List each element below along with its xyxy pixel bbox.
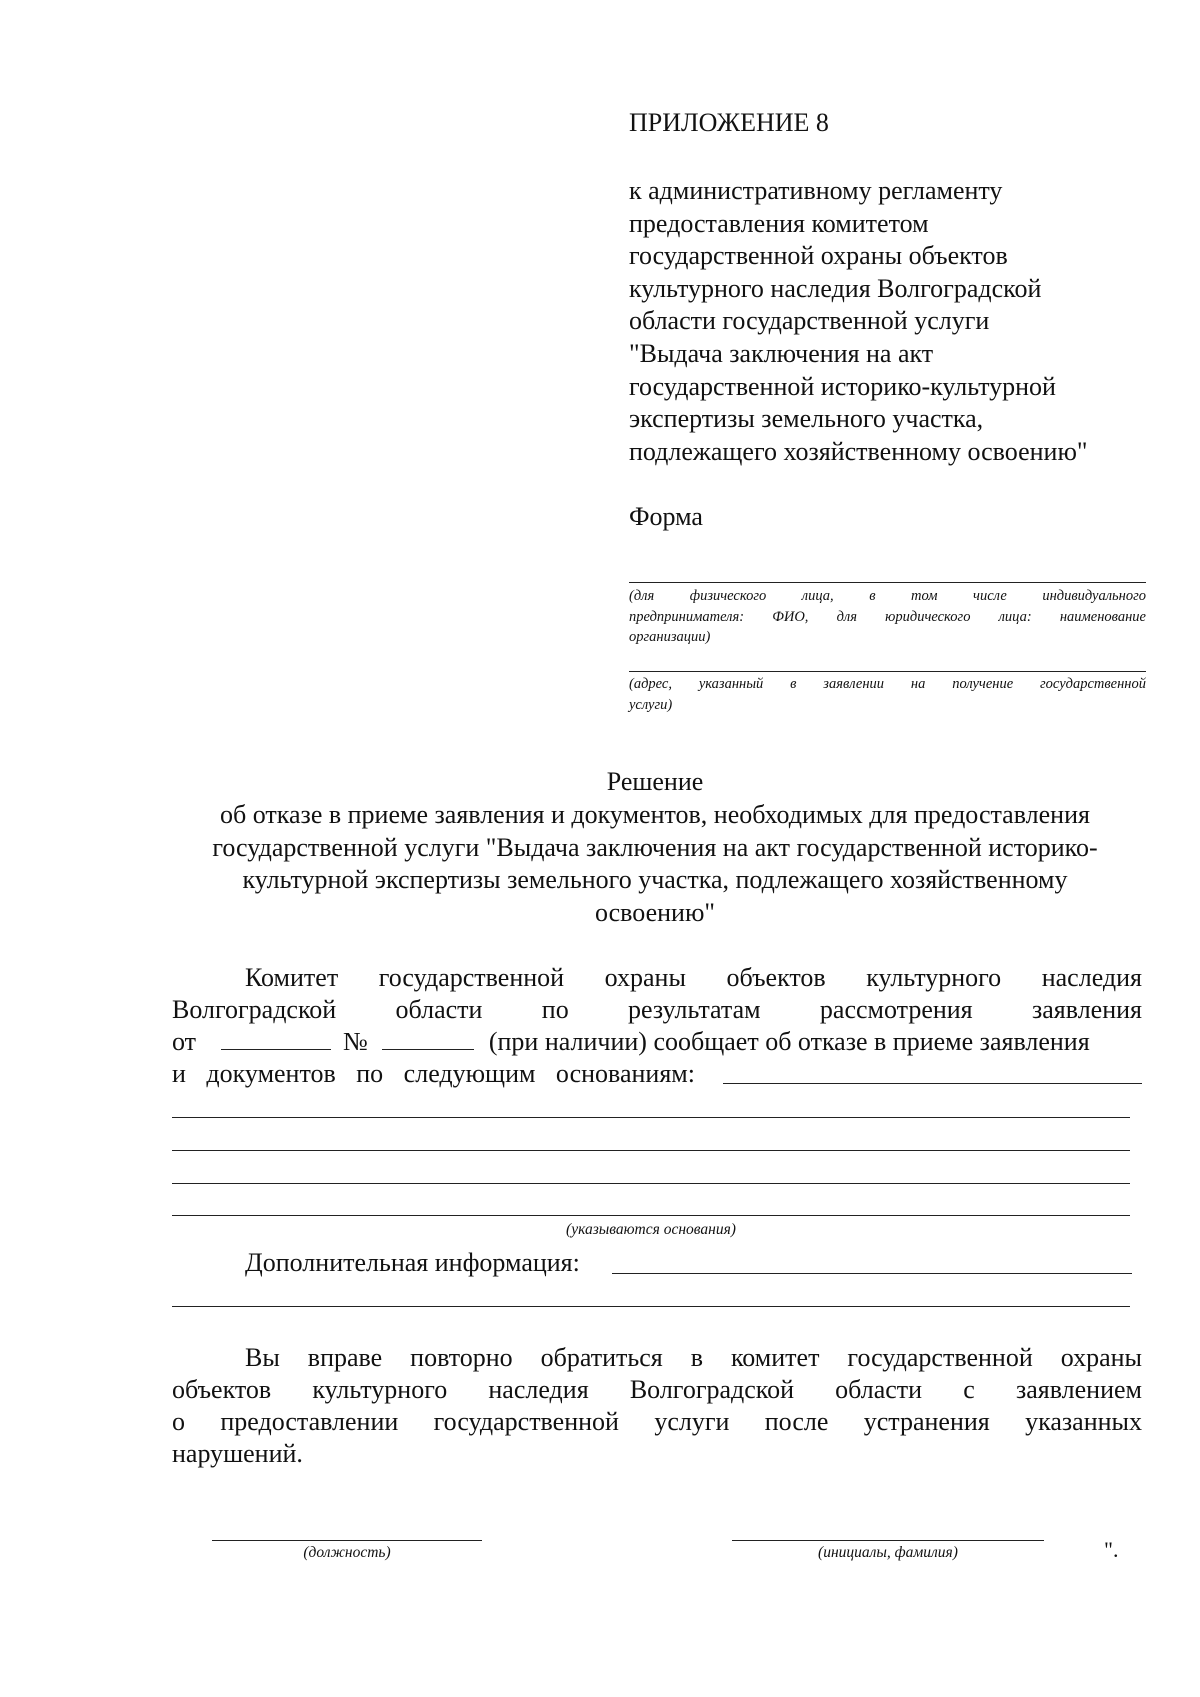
position-caption: (должность)	[303, 1544, 391, 1561]
paragraph-2-line-4: нарушений.	[172, 1439, 303, 1468]
paragraph-1-line-3	[172, 1026, 1142, 1058]
recipient-name-line	[629, 582, 1146, 583]
from-label: от	[172, 1027, 197, 1056]
subtitle-line: культурной экспертизы земельного участка, подлежащего хозяйственному	[242, 865, 1068, 895]
grounds-lead: и документов по следующим основаниям:	[172, 1059, 695, 1088]
paragraph-2-line-3: о предоставлении государственной услуги после устранения указанных	[172, 1407, 1142, 1436]
paragraph-1-line-2: Волгоградской области по результатам рассмотрения заявления	[172, 995, 1142, 1024]
form-label: Форма	[629, 502, 703, 531]
additional-info-blank-inline	[612, 1273, 1132, 1274]
closing-quote: ".	[1104, 1537, 1119, 1562]
recipient-address-hint	[629, 674, 1146, 715]
hint-line: услуги)	[629, 696, 673, 713]
regulation-line: области государственной услуги	[629, 306, 990, 336]
hint-line: (адрес, указанный в заявлении на получение государственной	[629, 676, 1146, 692]
regulation-line: "Выдача заключения на акт	[629, 338, 934, 368]
number-label: №	[343, 1027, 368, 1056]
grounds-blank-line	[172, 1117, 1130, 1118]
date-blank	[221, 1027, 331, 1050]
grounds-blank-line	[172, 1215, 1130, 1216]
regulation-line: культурного наследия Волгоградской	[629, 273, 1042, 303]
grounds-blank-line	[172, 1150, 1130, 1151]
subtitle-line: государственной услуги "Выдача заключения на акт государственной историко-	[212, 832, 1098, 862]
subtitle-line: освоению"	[594, 897, 715, 927]
decision-title	[160, 766, 1150, 799]
line-3-rest: (при наличии) сообщает об отказе в приеме заявления	[488, 1027, 1090, 1056]
grounds-blank-inline	[723, 1083, 1142, 1084]
regulation-line: к административному регламенту	[629, 176, 1003, 205]
grounds-caption: (указываются основания)	[566, 1221, 736, 1238]
name-caption: (инициалы, фамилия)	[818, 1544, 958, 1561]
regulation-line: предоставления комитетом	[629, 208, 929, 238]
regulation-reference	[629, 175, 1149, 468]
hint-line: организации)	[629, 629, 711, 645]
paragraph-2-line-2: объектов культурного наследия Волгоградской области с заявлением	[172, 1375, 1142, 1404]
additional-info-blank-line	[172, 1306, 1130, 1307]
subtitle-line: об отказе в приеме заявления и документов, необходимых для предоставления	[220, 800, 1090, 829]
position-signature-line	[212, 1540, 482, 1541]
paragraph-1-line-4	[172, 1058, 1142, 1090]
hint-line: (для физического лица, в том числе индивидуального	[629, 588, 1146, 604]
appendix-title: ПРИЛОЖЕНИЕ 8	[629, 108, 829, 137]
regulation-line: государственной историко-культурной	[629, 371, 1056, 401]
number-blank	[382, 1027, 474, 1050]
decision-subtitle	[160, 799, 1150, 929]
name-signature-line	[732, 1540, 1044, 1541]
recipient-address-line	[629, 671, 1146, 672]
hint-line: предпринимателя: ФИО, для юридического лица: наименование	[629, 608, 1146, 625]
regulation-line: государственной охраны объектов	[629, 241, 1008, 271]
paragraph-2-line-1: Вы вправе повторно обратиться в комитет государственной охраны	[245, 1343, 1142, 1372]
decision-title-text: Решение	[606, 767, 704, 796]
recipient-name-hint	[629, 586, 1146, 648]
regulation-line: подлежащего хозяйственному освоению"	[629, 436, 1088, 466]
regulation-line: экспертизы земельного участка,	[629, 404, 984, 434]
additional-info-label: Дополнительная информация:	[245, 1248, 580, 1277]
paragraph-1-line-1: Комитет государственной охраны объектов культурного наследия	[245, 963, 1142, 992]
grounds-blank-line	[172, 1183, 1130, 1184]
